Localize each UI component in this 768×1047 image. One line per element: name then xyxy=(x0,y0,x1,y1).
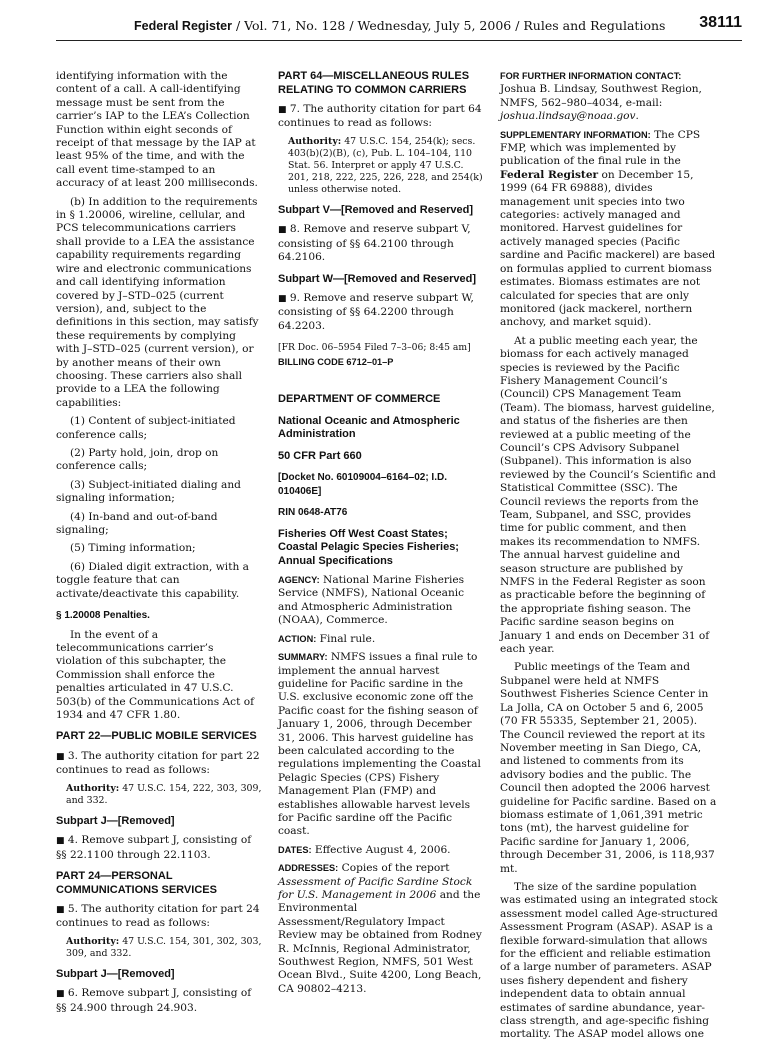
agency-label: AGENCY: xyxy=(278,575,320,586)
authority-text: 47 U.S.C. 154, 301, 302, 303, 309, and 332. xyxy=(66,935,262,959)
square-bullet-icon: ■ xyxy=(56,751,65,762)
amendment-item xyxy=(278,103,484,131)
authority-text: 47 U.S.C. 154, 222, 303, 309, and 332. xyxy=(66,782,262,806)
supplementary-text: The CPS FMP, which was implemented by publication of the final rule in the xyxy=(500,128,701,168)
paragraph: identifying information with the content of a call. A call-identifying message must be sent from the carrier’s IAP to the LEA’s Collection Function within eight seconds of receipt of that message by the IAP at least 95% of the time, and with the call event time-stamped to an accuracy of at least 200 milliseconds. xyxy=(56,70,258,190)
agency-text: National Marine Fisheries Service (NMFS), National Oceanic and Atmospheric Administration (NOAA), Commerce. xyxy=(278,574,465,627)
agency-line xyxy=(278,574,484,628)
rin-number: RIN 0648-AT76 xyxy=(278,507,348,519)
list-item: (2) Party hold, join, drop on conference calls; xyxy=(56,446,219,473)
addresses-label: ADDRESSES: xyxy=(278,863,339,874)
dates-line xyxy=(278,844,484,857)
authority-text: 47 U.S.C. 154, 254(k); secs. 403(b)(2)(B), (c), Pub. L. 104–104, 110 Stat. 56. Interpret or apply 47 U.S.C. 201, 218, 222, 225, 226, 228, and 254(k) unless otherwise noted. xyxy=(288,135,483,195)
cfr-part: 50 CFR Part 660 xyxy=(278,449,362,462)
amendment-item xyxy=(56,750,262,778)
square-bullet-icon: ■ xyxy=(278,294,287,305)
list-item: (4) In-band and out-of-band signaling; xyxy=(56,510,218,536)
authority-label: Authority: xyxy=(288,135,342,147)
dates-label: DATES: xyxy=(278,844,312,855)
amendment-text: 6. Remove subpart J, consisting of §§ 24.900 through 24.903. xyxy=(56,987,252,1014)
fr-doc-line: [FR Doc. 06–5954 Filed 7–3–06; 8:45 am] xyxy=(278,342,471,354)
amendment-text: 4. Remove subpart J, consisting of §§ 22.1100 through 22.1103. xyxy=(56,834,252,861)
contact-email: joshua.lindsay@noaa.gov xyxy=(500,110,636,123)
federal-register-ref: Federal Register xyxy=(500,168,599,181)
column-3 xyxy=(500,70,718,1047)
amendment-text: 7. The authority citation for part 64 continues to read as follows: xyxy=(278,103,482,130)
authority-citation xyxy=(56,936,262,960)
paragraph: Public meetings of the Team and Subpanel were held at NMFS Southwest Fisheries Science Center in La Jolla, CA on October 5 and 6, 2005 (70 FR 55335, September 21, 2005). The Council reviewed the report at its November meeting in San Diego, CA, and listened to comments from its advisory bodies and the public. The Council then adopted the 2006 harvest guideline for Pacific sardine. Based on a biomass estimate of 1,061,391 metric tons (mt), the harvest guideline for Pacific sardine for January 1, 2006, through December 31, 2006, is 118,937 mt. xyxy=(500,661,717,875)
square-bullet-icon: ■ xyxy=(56,989,65,1000)
summary-paragraph xyxy=(278,651,484,839)
action-label: ACTION: xyxy=(278,633,317,644)
list-item: (6) Dialed digit extraction, with a toggle feature that can activate/deactivate this capability. xyxy=(56,560,249,600)
supplementary-paragraph xyxy=(500,129,718,330)
header-rule xyxy=(56,40,742,41)
dates-text: Effective August 4, 2006. xyxy=(311,843,451,856)
subpart-heading: Subpart W—[Removed and Reserved] xyxy=(278,272,477,285)
part-heading: PART 64—MISCELLANEOUS RULES RELATING TO COMMON CARRIERS xyxy=(278,70,470,96)
paragraph: At a public meeting each year, the biomass for each actively managed species is reviewed by the Pacific Fishery Management Council’s (Council) CPS Management Team (Team). The biomass, harvest guideline, and status of the fisheries are then reviewed at a public meeting of the Council’s CPS Advisory Subpanel (Subpanel). This information is also reviewed by the Council’s Scientific and Statistical Committee (SSC). The Council reviews the reports from the Team, Subpanel, and SSC, provides time for public comment, and then makes its recommendation to NMFS. The annual harvest guideline and season structure are published by NMFS in the Federal Register as soon as practicable before the beginning of the appropriate fishing season. The Pacific sardine season begins on January 1 and ends on December 31 of each year. xyxy=(500,334,716,656)
summary-label: SUMMARY: xyxy=(278,652,328,663)
amendment-text: 3. The authority citation for part 22 continues to read as follows: xyxy=(56,749,260,777)
page-header xyxy=(56,12,756,42)
authority-label: Authority: xyxy=(66,782,120,794)
billing-code: BILLING CODE 6712–01–P xyxy=(278,356,394,367)
authority-citation xyxy=(56,783,262,807)
square-bullet-icon: ■ xyxy=(278,105,287,115)
section-heading: § 1.20008 Penalties. xyxy=(56,610,150,622)
part-heading: PART 22—PUBLIC MOBILE SERVICES xyxy=(56,730,257,743)
page-number: 38111 xyxy=(699,14,742,31)
part-heading: PART 24—PERSONAL COMMUNICATIONS SERVICES xyxy=(56,870,217,896)
amendment-text: 5. The authority citation for part 24 continues to read as follows: xyxy=(56,903,260,930)
list-item: (1) Content of subject-initiated conference calls; xyxy=(56,415,236,441)
addresses-text: Copies of the report xyxy=(338,862,450,875)
authority-label: Authority: xyxy=(66,935,120,947)
square-bullet-icon: ■ xyxy=(56,905,65,915)
addresses-paragraph xyxy=(278,862,484,996)
report-title: Assessment of Pacific Sardine Stock for U.S. Management in 2006 xyxy=(278,875,473,901)
paragraph: In the event of a telecommunications carrier’s violation of this subchapter, the Commission shall enforce the penalties articulated in 47 U.S.C. 503(b) of the Communications Act of 1934 and 47 CFR 1.80. xyxy=(56,628,255,721)
agency-heading: National Oceanic and Atmospheric Administration xyxy=(278,414,460,441)
column-1 xyxy=(56,70,262,1020)
amendment-item xyxy=(278,292,484,333)
amendment-text: 9. Remove and reserve subpart W, consisting of §§ 64.2200 through 64.2203. xyxy=(278,292,474,332)
subpart-heading: Subpart J—[Removed] xyxy=(56,814,175,827)
contact-text: Joshua B. Lindsay, Southwest Region, NMFS, 562–980–4034, e-mail: xyxy=(500,83,702,109)
action-text: Final rule. xyxy=(316,632,376,645)
contact-label: FOR FURTHER INFORMATION CONTACT: xyxy=(500,71,682,81)
action-line xyxy=(278,633,484,646)
amendment-item xyxy=(56,987,262,1015)
paragraph: (b) In addition to the requirements in § 1.20006, wireline, cellular, and PCS telecommunications carriers shall provide to a LEA the assistance capability requirements regarding wire and electronic communications and call identifying information covered by J–STD–025 (current version), and, subject to the definitions in this section, may satisfy these requirements by complying with J–STD–025 (current version), or by another means of their own choosing. These carriers also shall provide to a LEA the following capabilities: xyxy=(56,195,259,409)
contact-paragraph xyxy=(500,83,718,123)
header-issue: / Vol. 71, No. 128 / Wednesday, July 5, 2006 / Rules and Regulations xyxy=(231,18,666,33)
addresses-text: and the Environmental Assessment/Regulatory Impact Review may be obtained from Rodney R. McInnis, Regional Administrator, Southwest Region, NMFS, 501 West Ocean Blvd., Suite 4200, Long Beach, CA 90802–4213. xyxy=(278,889,482,995)
subpart-heading: Subpart J—[Removed] xyxy=(56,967,175,980)
subpart-heading: Subpart V—[Removed and Reserved] xyxy=(278,203,473,216)
amendment-item xyxy=(56,903,262,931)
supplementary-text: on December 15, 1999 (64 FR 69888), divides management unit species into two categories: actively managed and monitored. Harvest guidelines for actively managed species (Pacific sardine and Pacific mackerel) are based on formulas applied to current biomass estimates. Biomass estimates are not calculated for species that are only monitored (jack mackerel, northern anchovy, and market squid). xyxy=(500,168,716,329)
header-citation xyxy=(134,18,665,33)
list-item: (5) Timing information; xyxy=(70,542,196,555)
department-heading: DEPARTMENT OF COMMERCE xyxy=(278,393,441,406)
column-2 xyxy=(278,70,484,1001)
amendment-item xyxy=(278,223,484,264)
authority-citation xyxy=(278,136,484,196)
docket-number: [Docket No. 60109004–6164–02; I.D. 010406E] xyxy=(278,472,447,497)
summary-text: NMFS issues a final rule to implement the annual harvest guideline for Pacific sardine in the U.S. exclusive economic zone off the Pacific coast for the fishing season of January 1, 2006, through December 31, 2006. This harvest guideline has been calculated according to the regulations implementing the Coastal Pelagic Species (CPS) Fishery Management Plan (FMP) and establishes allowable harvest levels for Pacific sardine off the Pacific coast. xyxy=(278,651,481,838)
amendment-item xyxy=(56,834,262,862)
rule-title: Fisheries Off West Coast States; Coastal Pelagic Species Fisheries; Annual Specifications xyxy=(278,527,459,567)
supplementary-label: SUPPLEMENTARY INFORMATION: xyxy=(500,129,651,140)
list-item: (3) Subject-initiated dialing and signaling information; xyxy=(56,478,241,505)
square-bullet-icon: ■ xyxy=(278,225,287,236)
paragraph: The size of the sardine population was estimated using an integrated stock assessment model called Age-structured Assessment Program (ASAP). ASAP is a flexible forward-simulation that allows for the efficient and reliable estimation of a large number of parameters. ASAP uses fishery dependent and fishery independent data to obtain annual estimates of sardine abundance, year-class strength, and age-specific fishing mortality. The ASAP model allows one xyxy=(500,880,718,1041)
square-bullet-icon: ■ xyxy=(56,836,65,847)
amendment-text: 8. Remove and reserve subpart V, consisting of §§ 64.2100 through 64.2106. xyxy=(278,223,471,264)
contact-end: . xyxy=(635,110,639,123)
journal-name: Federal Register xyxy=(134,19,232,33)
